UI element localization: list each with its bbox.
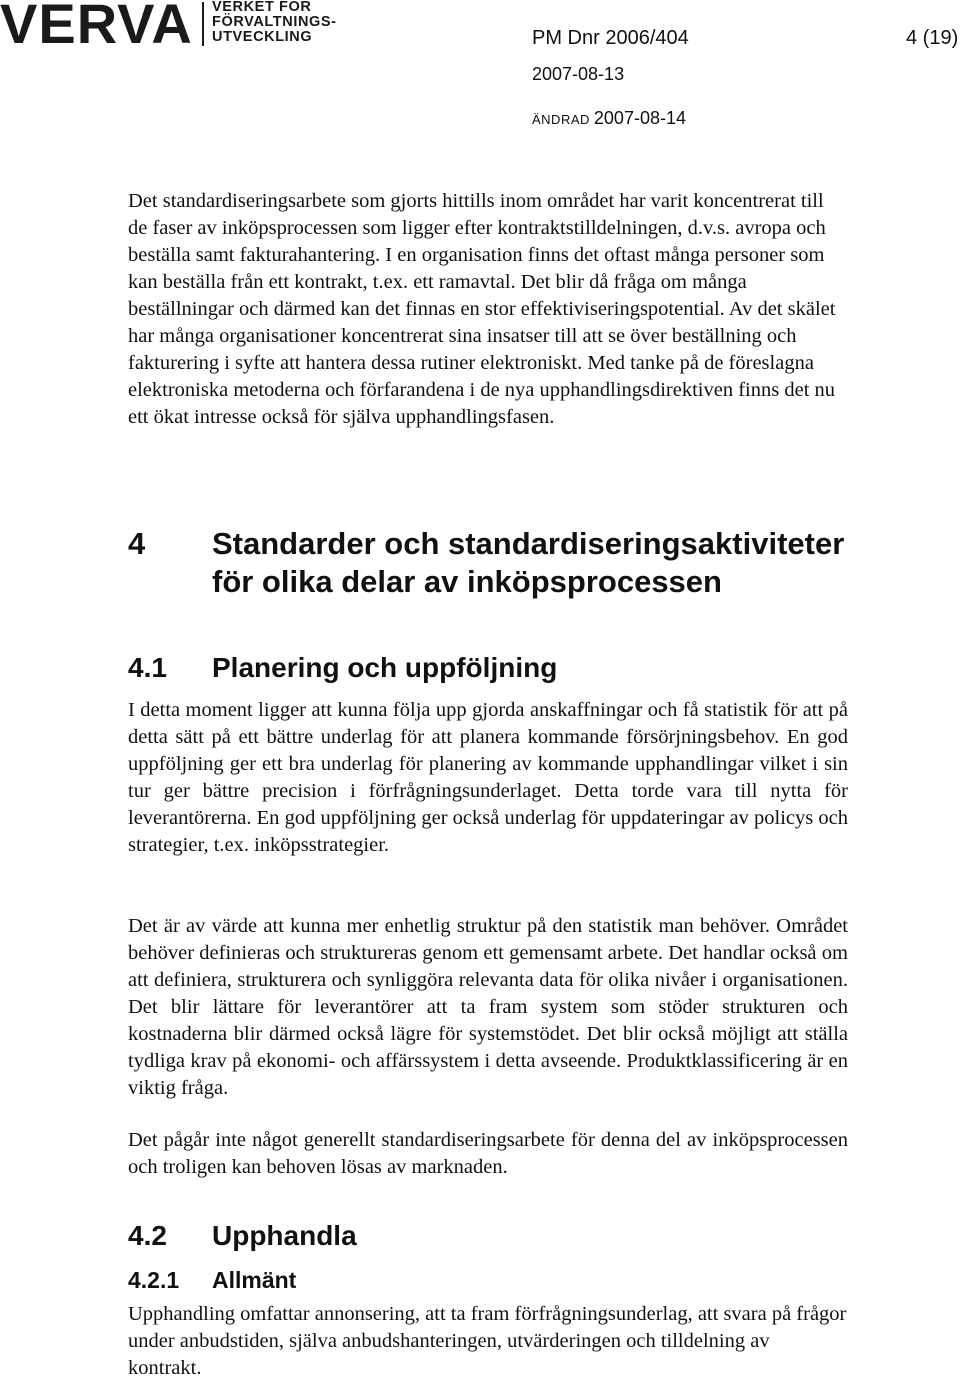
page-indicator: 4 (19)	[906, 27, 959, 49]
section-title: Planering och uppföljning	[212, 652, 558, 683]
changed-date-line	[532, 108, 686, 129]
body-paragraph: Det är av värde att kunna mer enhetlig struktur på den statistik man behöver. Området behöver definieras och struktureras genom ett gemensamt arbete. Det handlar också om att definiera, strukturera och synliggöra relevanta data för olika nivåer i organisationen. Det blir lättare för leverantörer att ta fram system som stöder strukturen och kostnaderna blir därmed också lägre för systemstödet. Det blir också möjligt att ställa tydliga krav på ekonomi- och affärssystem i detta avseende. Produktklassificering är en viktig fråga.	[128, 915, 848, 1099]
changed-date: 2007-08-14	[593, 108, 686, 128]
section-title: Upphandla	[212, 1220, 357, 1251]
logo-subtitle	[212, 0, 337, 45]
section-number: 4	[128, 526, 146, 561]
logo-wordmark: VERVA	[0, 0, 193, 55]
logo-subtitle-line: FÖRVALTNINGS-	[212, 14, 337, 30]
section-number: 4.2	[128, 1220, 167, 1251]
body-paragraph: Det pågår inte något generellt standardiseringsarbete för denna del av inköpsprocessen och troligen kan behoven lösas av marknaden.	[128, 1129, 848, 1178]
document-date: 2007-08-13	[532, 64, 625, 84]
logo-divider	[202, 2, 204, 46]
logo-subtitle-line: UTVECKLING	[212, 29, 313, 45]
body-paragraph: I detta moment ligger att kunna följa upp gjorda anskaffningar och få statistik för att på detta sätt på ett bättre underlag för att planera kommande försörjningsbehov. En god uppföljning ger ett bra underlag för planering av kommande upphandlingar vilket i sin tur ger bättre precision i förfrågningsunderlaget. Detta torde vara till nytta för leverantörerna. En god uppföljning ger också underlag för uppdateringar av policys och strategier, t.ex. inköpsstrategier.	[128, 699, 848, 856]
logo-subtitle-line: VERKET FÖR	[212, 0, 312, 15]
changed-label: ÄNDRAD	[532, 112, 590, 127]
document-reference: PM Dnr 2006/404	[532, 27, 689, 49]
section-number: 4.1	[128, 652, 167, 683]
body-paragraph: Upphandling omfattar annonsering, att ta fram förfrågningsunderlag, att svara på frågor under anbudstiden, själva anbudshanteringen, utvärderingen och tilldelning av kontrakt.	[128, 1303, 847, 1379]
section-number: 4.2.1	[128, 1267, 180, 1293]
section-title: Allmänt	[212, 1267, 297, 1293]
section-title: Standarder och standardiseringsaktiviteter för olika delar av inköpsprocessen	[212, 526, 845, 599]
intro-paragraph: Det standardiseringsarbete som gjorts hittills inom området har varit koncentrerat till de faser av inköpsprocessen som ligger efter kontraktstilldelningen, d.v.s. avropa och beställa samt fakturahantering. I en organisation finns det oftast många personer som kan beställa från ett kontrakt, t.ex. ett ramavtal. Det blir då fråga om många beställningar och därmed kan det finnas en stor effektiviseringspotential. Av det skälet har många organisationer koncentrerat sina insatser till att se över beställning och fakturering i syfte att hantera dessa rutiner elektroniskt. Med tanke på de föreslagna elektroniska metoderna och förfarandena i de nya upphandlingsdirektiven finns det nu ett ökat intresse också för själva upphandlingsfasen.	[128, 190, 836, 428]
